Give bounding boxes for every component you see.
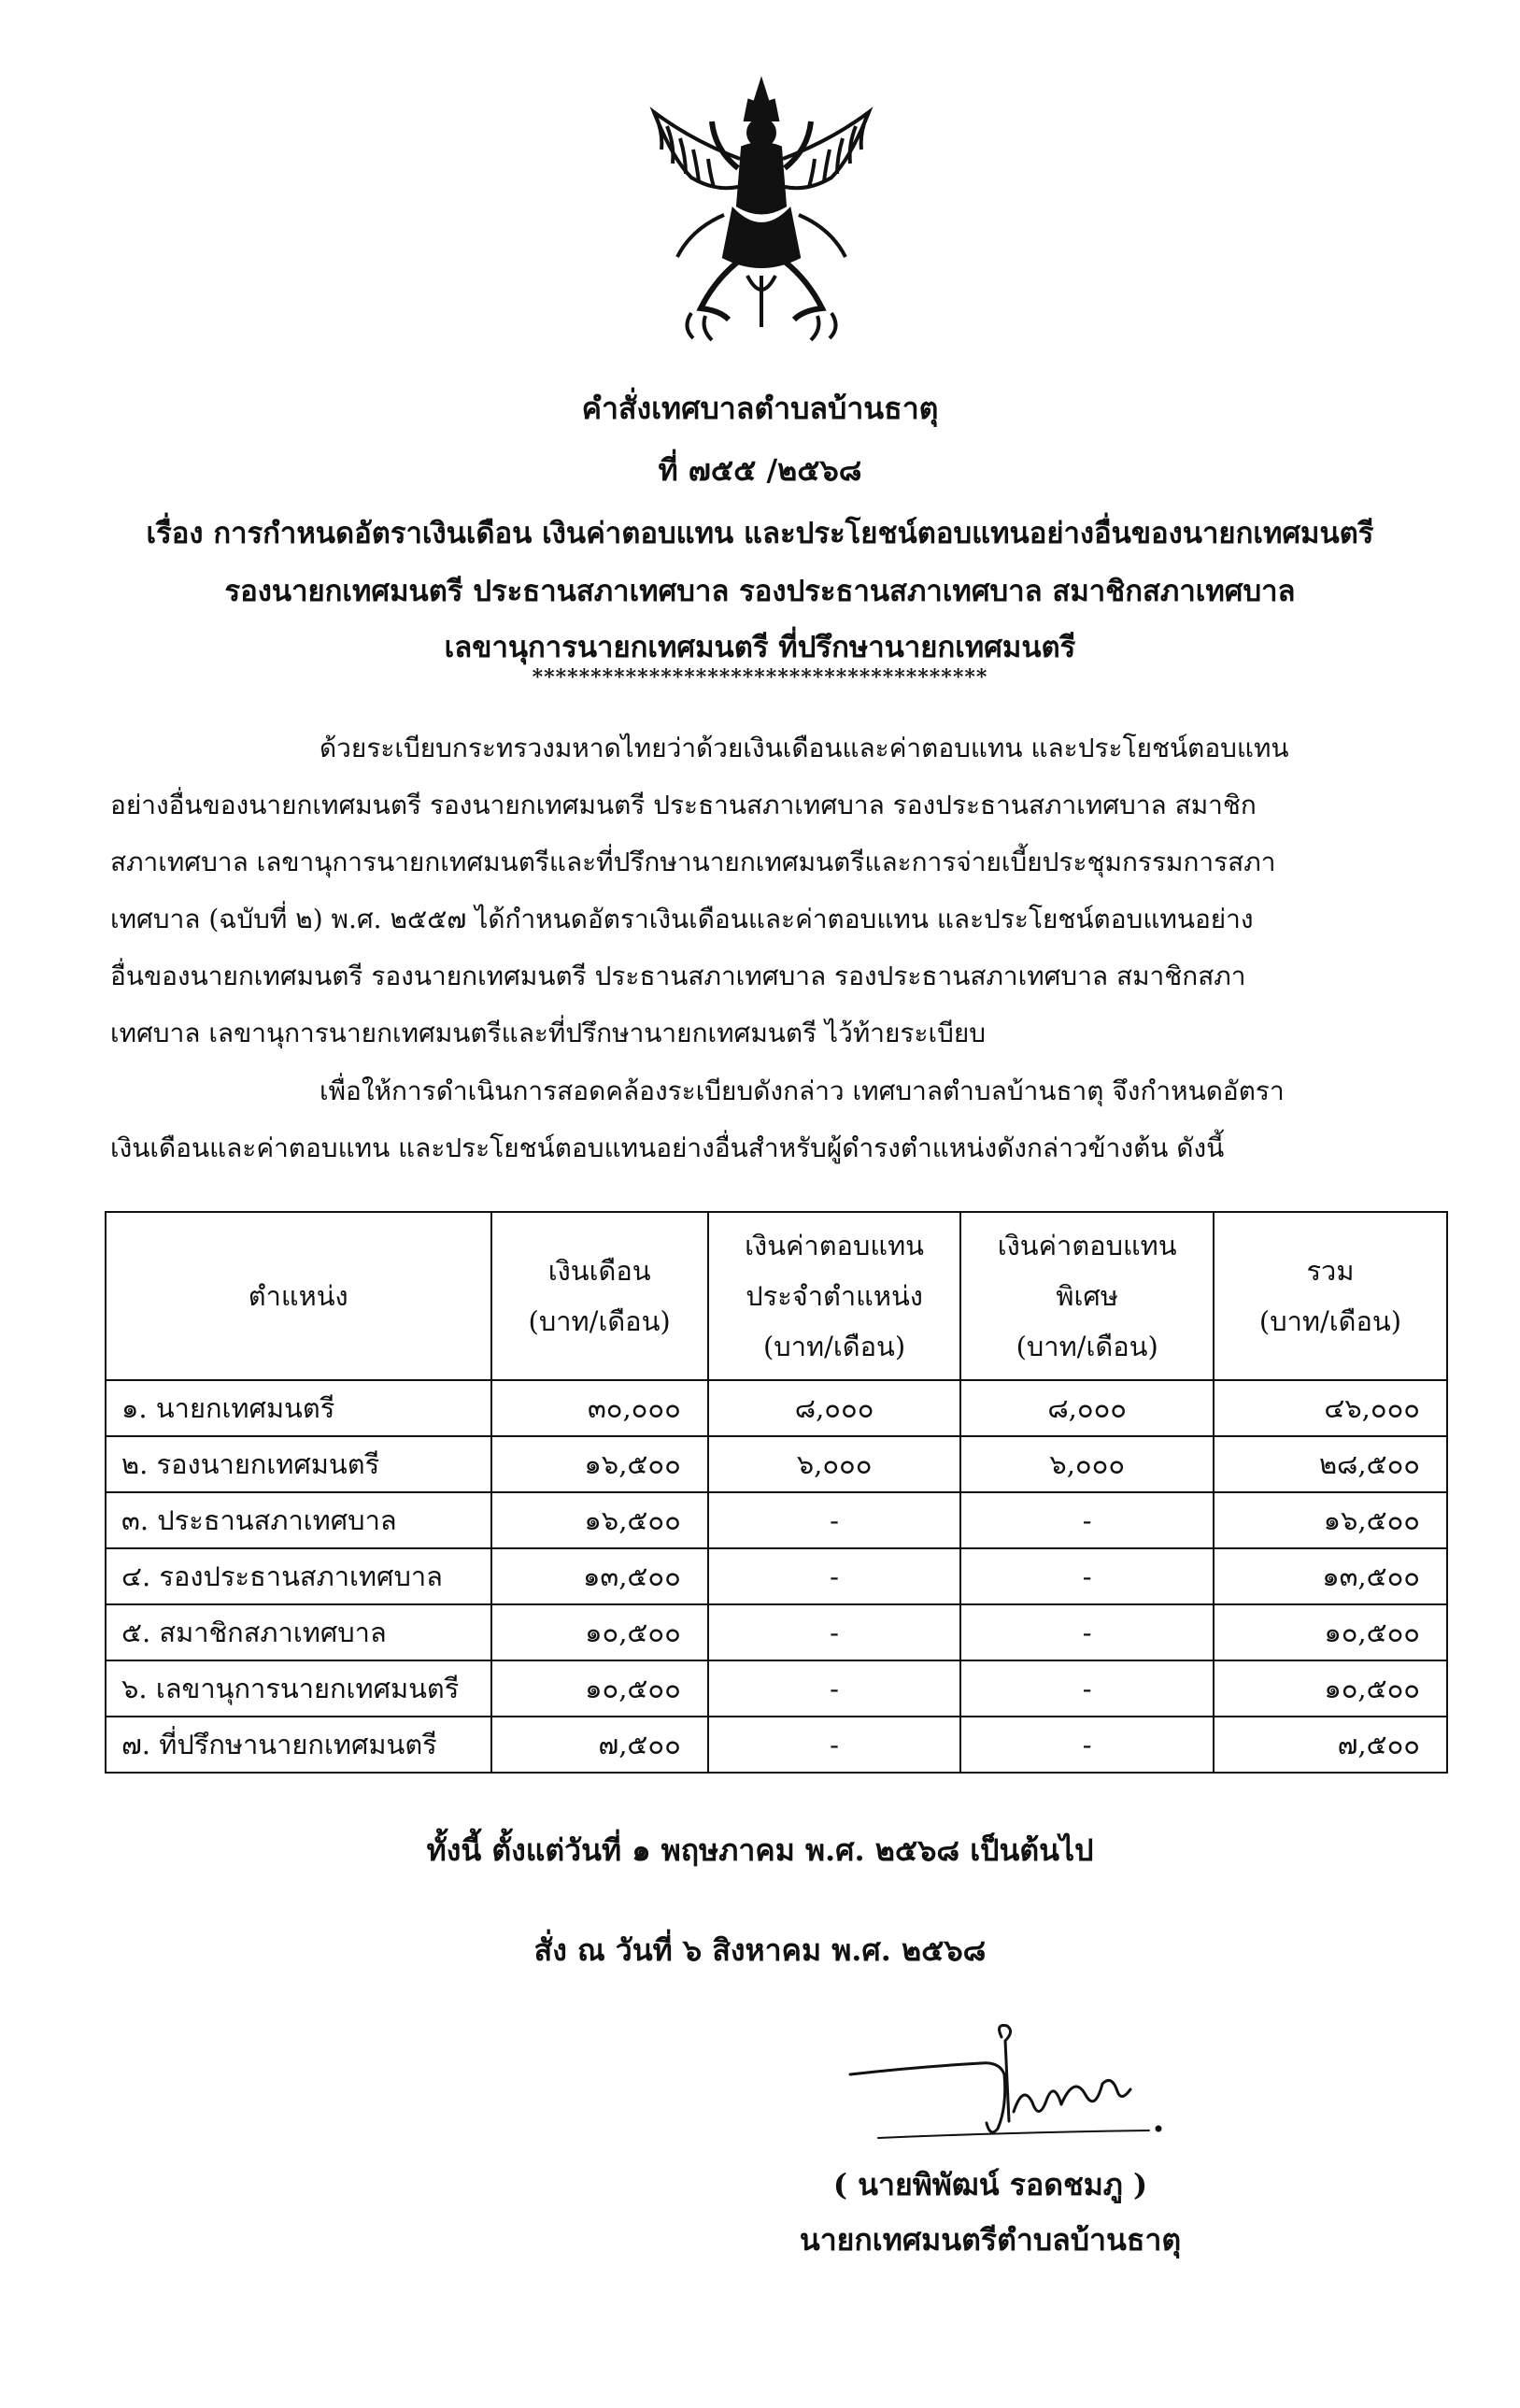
table-header-row bbox=[106, 1212, 1447, 1380]
subject-line-1: เรื่อง การกำหนดอัตราเงินเดือน เงินค่าตอบแทน และประโยชน์ตอบแทนอย่างอื่นของนายกเทศมนตรี bbox=[146, 517, 1374, 550]
signature-icon bbox=[841, 2018, 1177, 2159]
cell-position: ๔. รองประธานสภาเทศบาล bbox=[106, 1548, 491, 1604]
table-row bbox=[106, 1548, 1447, 1604]
cell-special-allowance: ๖,๐๐๐ bbox=[960, 1436, 1214, 1492]
paragraph-line: อย่างอื่นของนายกเทศมนตรี รองนายกเทศมนตรี ประธานสภาเทศบาล รองประธานสภาเทศบาล สมาชิก bbox=[110, 790, 1257, 820]
header-position-allowance: เงินค่าตอบแทน ประจำตำแหน่ง (บาท/เดือน) bbox=[708, 1212, 961, 1380]
cell-position-allowance: - bbox=[708, 1492, 961, 1548]
effective-date: ทั้งนี้ ตั้งแต่วันที่ ๑ พฤษภาคม พ.ศ. ๒๕๖๘ เป็นต้นไป bbox=[426, 1832, 1094, 1868]
cell-special-allowance: - bbox=[960, 1604, 1214, 1660]
cell-position: ๒. รองนายกเทศมนตรี bbox=[106, 1436, 491, 1492]
cell-position: ๖. เลขานุการนายกเทศมนตรี bbox=[106, 1660, 491, 1717]
cell-position: ๕. สมาชิกสภาเทศบาล bbox=[106, 1604, 491, 1660]
cell-position-allowance: - bbox=[708, 1660, 961, 1717]
paragraph-line: สภาเทศบาล เลขานุการนายกเทศมนตรีและที่ปรึกษานายกเทศมนตรีและการจ่ายเบี้ยประชุมกรรมการสภา bbox=[110, 847, 1276, 877]
paragraph-line: ด้วยระเบียบกระทรวงมหาดไทยว่าด้วยเงินเดือนและค่าตอบแทน และประโยชน์ตอบแทน bbox=[320, 733, 1289, 763]
paragraph-line: เทศบาล (ฉบับที่ ๒) พ.ศ. ๒๕๕๗ ได้กำหนดอัตราเงินเดือนและค่าตอบแทน และประโยชน์ตอบแทนอย่าง bbox=[110, 904, 1254, 934]
cell-special-allowance: - bbox=[960, 1548, 1214, 1604]
cell-position: ๑. นายกเทศมนตรี bbox=[106, 1380, 491, 1436]
signer-name: ( นายพิพัฒน์ รอดชมภู ) bbox=[832, 2167, 1148, 2202]
cell-total: ๑๐,๕๐๐ bbox=[1214, 1604, 1447, 1660]
cell-salary: ๓๐,๐๐๐ bbox=[491, 1380, 708, 1436]
paragraph-line: เพื่อให้การดำเนินการสอดคล้องระเบียบดังกล่าว เทศบาลตำบลบ้านธาตุ จึงกำหนดอัตรา bbox=[320, 1076, 1285, 1106]
paragraph-line: อื่นของนายกเทศมนตรี รองนายกเทศมนตรี ประธานสภาเทศบาล รองประธานสภาเทศบาล สมาชิกสภา bbox=[110, 961, 1246, 991]
cell-position-allowance: - bbox=[708, 1717, 961, 1773]
cell-position: ๓. ประธานสภาเทศบาล bbox=[106, 1492, 491, 1548]
cell-position-allowance: ๘,๐๐๐ bbox=[708, 1380, 961, 1436]
cell-total: ๔๖,๐๐๐ bbox=[1214, 1380, 1447, 1436]
paragraph-line: เงินเดือนและค่าตอบแทน และประโยชน์ตอบแทนอย่างอื่นสำหรับผู้ดำรงตำแหน่งดังกล่าวข้างต้น ดังนี้ bbox=[110, 1133, 1225, 1163]
garuda-emblem-icon bbox=[635, 75, 888, 346]
salary-table bbox=[105, 1211, 1448, 1774]
header-total: รวม (บาท/เดือน) bbox=[1214, 1212, 1447, 1380]
signer-title: นายกเทศมนตรีตำบลบ้านธาตุ bbox=[799, 2222, 1182, 2258]
cell-position-allowance: - bbox=[708, 1604, 961, 1660]
separator-stars: *************************************** bbox=[532, 665, 988, 690]
cell-position-allowance: ๖,๐๐๐ bbox=[708, 1436, 961, 1492]
cell-salary: ๑๖,๕๐๐ bbox=[491, 1436, 708, 1492]
cell-position: ๗. ที่ปรึกษานายกเทศมนตรี bbox=[106, 1717, 491, 1773]
table-row bbox=[106, 1492, 1447, 1548]
cell-total: ๑๖,๕๐๐ bbox=[1214, 1492, 1447, 1548]
ordered-date: สั่ง ณ วันที่ ๖ สิงหาคม พ.ศ. ๒๕๖๘ bbox=[533, 1932, 987, 1968]
cell-total: ๑๐,๕๐๐ bbox=[1214, 1660, 1447, 1717]
paragraph-line: เทศบาล เลขานุการนายกเทศมนตรีและที่ปรึกษานายกเทศมนตรี ไว้ท้ายระเบียบ bbox=[110, 1018, 987, 1048]
order-title: คำสั่งเทศบาลตำบลบ้านธาตุ bbox=[581, 391, 939, 426]
cell-special-allowance: - bbox=[960, 1717, 1214, 1773]
cell-special-allowance: ๘,๐๐๐ bbox=[960, 1380, 1214, 1436]
cell-special-allowance: - bbox=[960, 1660, 1214, 1717]
order-number: ที่ ๗๕๕ /๒๕๖๘ bbox=[658, 452, 862, 488]
cell-total: ๒๘,๕๐๐ bbox=[1214, 1436, 1447, 1492]
subject-line-2: รองนายกเทศมนตรี ประธานสภาเทศบาล รองประธานสภาเทศบาล สมาชิกสภาเทศบาล bbox=[224, 575, 1296, 608]
body-paragraph-1 bbox=[110, 720, 1437, 1062]
cell-salary: ๗,๕๐๐ bbox=[491, 1717, 708, 1773]
cell-total: ๑๓,๕๐๐ bbox=[1214, 1548, 1447, 1604]
cell-salary: ๑๐,๕๐๐ bbox=[491, 1660, 708, 1717]
cell-total: ๗,๕๐๐ bbox=[1214, 1717, 1447, 1773]
cell-salary: ๑๓,๕๐๐ bbox=[491, 1548, 708, 1604]
table-row bbox=[106, 1604, 1447, 1660]
header-salary: เงินเดือน (บาท/เดือน) bbox=[491, 1212, 708, 1380]
cell-salary: ๑๐,๕๐๐ bbox=[491, 1604, 708, 1660]
cell-salary: ๑๖,๕๐๐ bbox=[491, 1492, 708, 1548]
table-row bbox=[106, 1436, 1447, 1492]
table-row bbox=[106, 1660, 1447, 1717]
header-special-allowance: เงินค่าตอบแทน พิเศษ (บาท/เดือน) bbox=[960, 1212, 1214, 1380]
body-paragraph-2 bbox=[110, 1062, 1437, 1176]
header-position: ตำแหน่ง bbox=[106, 1212, 491, 1380]
subject-line-3: เลขานุการนายกเทศมนตรี ที่ปรึกษานายกเทศมนตรี bbox=[444, 631, 1076, 664]
cell-position-allowance: - bbox=[708, 1548, 961, 1604]
table-row bbox=[106, 1380, 1447, 1436]
cell-special-allowance: - bbox=[960, 1492, 1214, 1548]
table-row bbox=[106, 1717, 1447, 1773]
